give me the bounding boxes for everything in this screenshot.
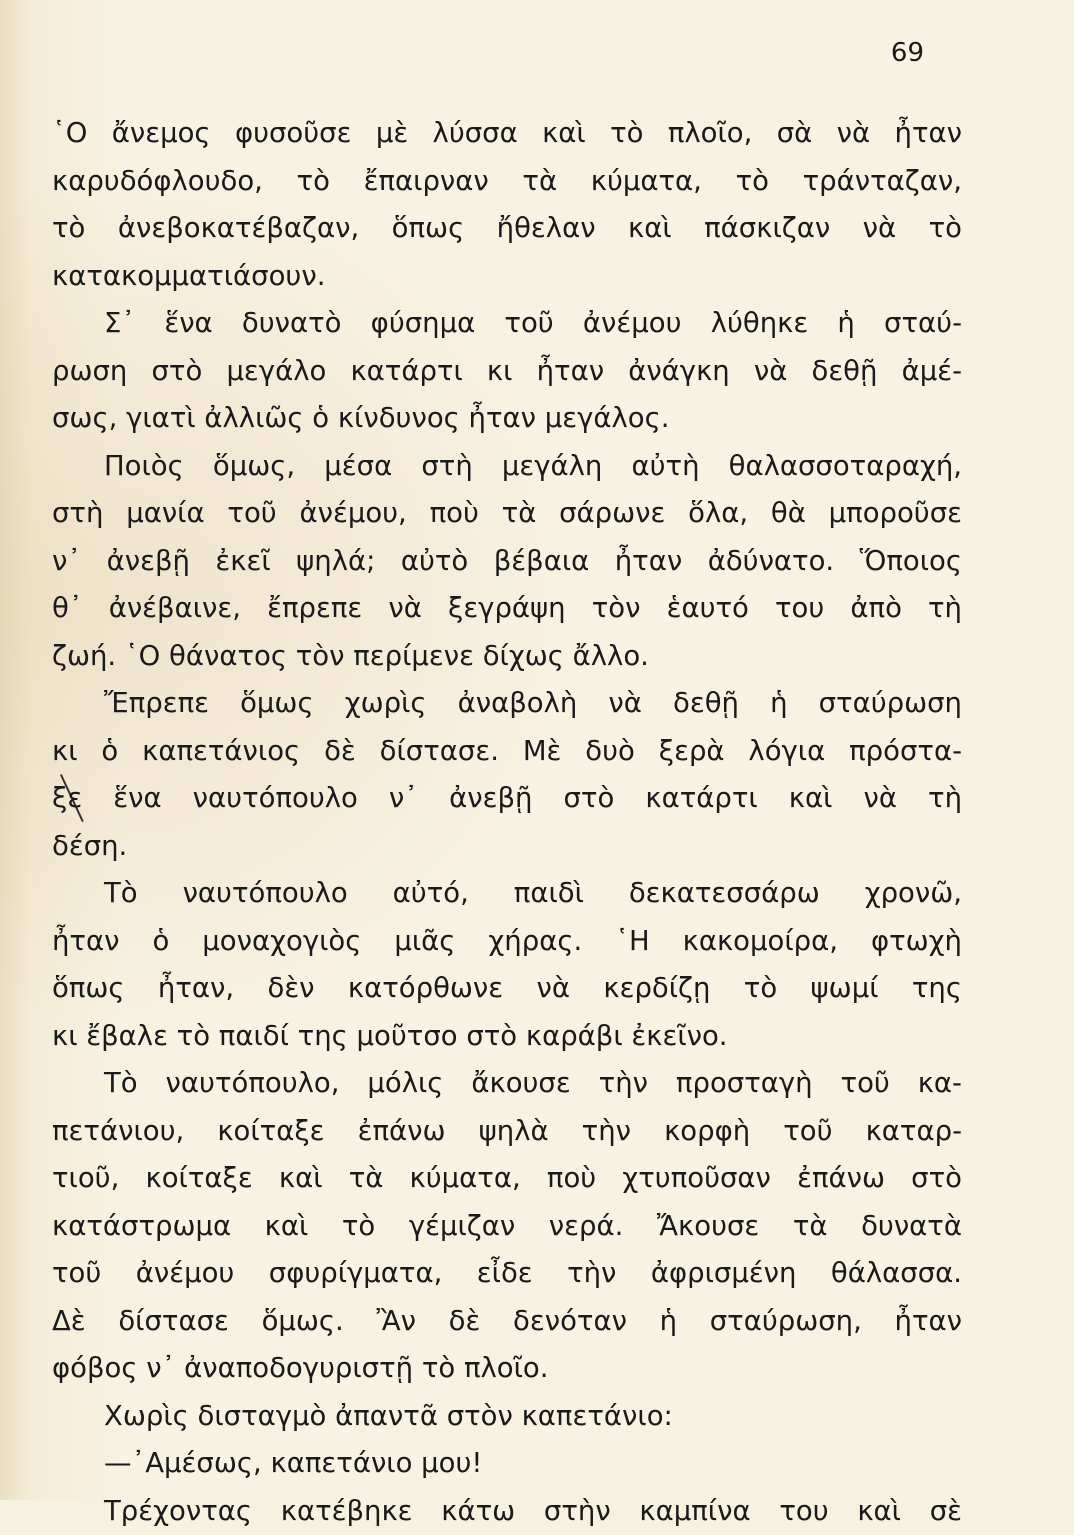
text-line: κι ὁ καπετάνιος δὲ δίστασε. Μὲ δυὸ ξερὰ λόγια πρόστα- [52, 728, 962, 776]
body-text [52, 110, 962, 1535]
text-line: Δὲ δίστασε ὅμως. Ἂν δὲ δενόταν ἡ σταύρωση, ἦταν [52, 1298, 962, 1346]
text-line: ξε ἕνα ναυτόπουλο ν᾽ ἀνεβῇ στὸ κατάρτι καὶ νὰ τὴ [52, 775, 962, 823]
text-line: Τρέχοντας κατέβηκε κάτω στὴν καμπίνα του καὶ σὲ [52, 1488, 962, 1535]
text-line: κατακομματιάσουν. [52, 253, 962, 301]
text-line: τιοῦ, κοίταξε καὶ τὰ κύματα, ποὺ χτυποῦσαν ἐπάνω στὸ [52, 1155, 962, 1203]
text-line: Τὸ ναυτόπουλο, μόλις ἄκουσε τὴν προσταγὴ τοῦ κα- [52, 1060, 962, 1108]
text-line: δέση. [52, 823, 962, 871]
text-line: κατάστρωμα καὶ τὸ γέμιζαν νερά. Ἄκουσε τὰ δυνατὰ [52, 1203, 962, 1251]
text-line: ῾Ο ἄνεμος φυσοῦσε μὲ λύσσα καὶ τὸ πλοῖο, σὰ νὰ ἦταν [52, 110, 962, 158]
text-line: Ποιὸς ὅμως, μέσα στὴ μεγάλη αὐτὴ θαλασσοταραχή, [52, 443, 962, 491]
text-line: καρυδόφλουδο, τὸ ἔπαιρναν τὰ κύματα, τὸ τράνταζαν, [52, 158, 962, 206]
text-line: ρωση στὸ μεγάλο κατάρτι κι ἦταν ἀνάγκη νὰ δεθῇ ἀμέ- [52, 348, 962, 396]
text-line: τὸ ἀνεβοκατέβαζαν, ὅπως ἤθελαν καὶ πάσκιζαν νὰ τὸ [52, 205, 962, 253]
page-number: 69 [891, 40, 924, 66]
text-line: —᾽Αμέσως, καπετάνιο μου! [52, 1440, 962, 1488]
text-line: θ᾽ ἀνέβαινε, ἔπρεπε νὰ ξεγράψη τὸν ἑαυτό του ἀπὸ τὴ [52, 585, 962, 633]
text-line: στὴ μανία τοῦ ἀνέμου, ποὺ τὰ σάρωνε ὅλα, θὰ μποροῦσε [52, 490, 962, 538]
text-line: ν᾽ ἀνεβῇ ἐκεῖ ψηλά; αὐτὸ βέβαια ἦταν ἀδύνατο. Ὅποιος [52, 538, 962, 586]
text-line: φόβος ν᾽ ἀναποδογυριστῇ τὸ πλοῖο. [52, 1345, 962, 1393]
text-line: Χωρὶς δισταγμὸ ἀπαντᾶ στὸν καπετάνιο: [52, 1393, 962, 1441]
text-line: Τὸ ναυτόπουλο αὐτό, παιδὶ δεκατεσσάρω χρονῶ, [52, 870, 962, 918]
text-line: ζωή. ῾Ο θάνατος τὸν περίμενε δίχως ἄλλο. [52, 633, 962, 681]
text-line: ὅπως ἦταν, δὲν κατόρθωνε νὰ κερδίζῃ τὸ ψωμί της [52, 965, 962, 1013]
text-line: ἦταν ὁ μοναχογιὸς μιᾶς χήρας. ῾Η κακομοίρα, φτωχὴ [52, 918, 962, 966]
text-line: Σ᾽ ἕνα δυνατὸ φύσημα τοῦ ἀνέμου λύθηκε ἡ σταύ- [52, 300, 962, 348]
text-line: κι ἔβαλε τὸ παιδί της μοῦτσο στὸ καράβι ἐκεῖνο. [52, 1013, 962, 1061]
text-line: σως, γιατὶ ἀλλιῶς ὁ κίνδυνος ἦταν μεγάλος. [52, 395, 962, 443]
text-line: Ἔπρεπε ὅμως χωρὶς ἀναβολὴ νὰ δεθῇ ἡ σταύρωση [52, 680, 962, 728]
text-line: πετάνιου, κοίταξε ἐπάνω ψηλὰ τὴν κορφὴ τοῦ καταρ- [52, 1108, 962, 1156]
text-line: τοῦ ἀνέμου σφυρίγματα, εἶδε τὴν ἀφρισμένη θάλασσα. [52, 1250, 962, 1298]
